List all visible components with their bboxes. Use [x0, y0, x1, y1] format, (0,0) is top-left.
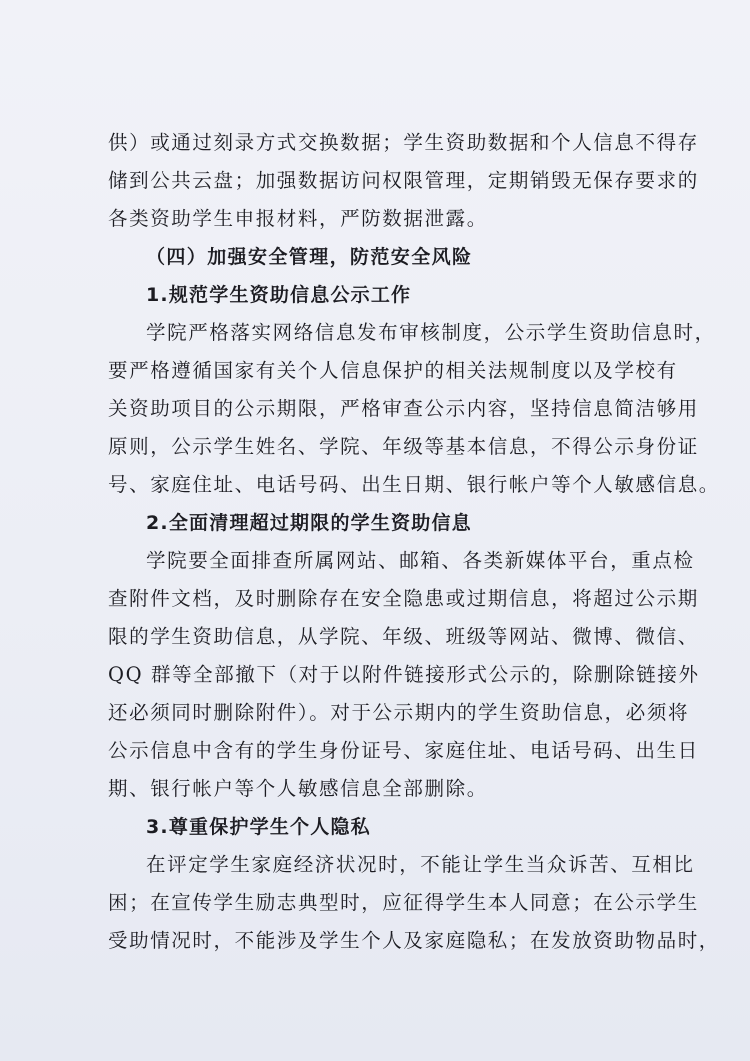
paragraph-line: 还必须同时删除附件）。对于公示期内的学生资助信息，必须将: [108, 701, 690, 724]
paragraph-line: 关资助项目的公示期限，严格审查公示内容，坚持信息简洁够用: [108, 397, 699, 420]
paragraph-line: QQ 群等全部撤下（对于以附件链接形式公示的，除删除链接外: [108, 663, 700, 686]
subsection-heading-1: 1.规范学生资助信息公示工作: [146, 284, 412, 306]
paragraph-line: 期、银行帐户等个人敏感信息全部删除。: [108, 777, 488, 800]
paragraph-line: 学院要全面排查所属网站、邮箱、各类新媒体平台，重点检: [146, 549, 695, 572]
subsection-heading-3: 3.尊重保护学生个人隐私: [146, 816, 371, 838]
paragraph-line: 困；在宣传学生励志典型时，应征得学生本人同意；在公示学生: [108, 891, 699, 914]
paragraph-line: 公示信息中含有的学生身份证号、家庭住址、电话号码、出生日: [108, 739, 699, 762]
paragraph-line: 查附件文档，及时删除存在安全隐患或过期信息，将超过公示期: [108, 587, 699, 610]
paragraph-line: 各类资助学生申报材料，严防数据泄露。: [108, 207, 488, 230]
paragraph-line: 原则，公示学生姓名、学院、年级等基本信息，不得公示身份证: [108, 435, 699, 458]
paragraph-line: 受助情况时，不能涉及学生个人及家庭隐私；在发放资助物品时，: [108, 929, 720, 952]
section-heading: （四）加强安全管理，防范安全风险: [146, 246, 473, 268]
paragraph-line: 限的学生资助信息，从学院、年级、班级等网站、微博、微信、: [108, 625, 699, 648]
paragraph-line: 储到公共云盘；加强数据访问权限管理，定期销毁无保存要求的: [108, 169, 699, 192]
subsection-heading-2: 2.全面清理超过期限的学生资助信息: [146, 512, 472, 534]
paragraph-line: 学院严格落实网络信息发布审核制度，公示学生资助信息时，: [146, 321, 716, 344]
paragraph-line: 供）或通过刻录方式交换数据；学生资助数据和个人信息不得存: [108, 131, 699, 154]
paragraph-line: 号、家庭住址、电话号码、出生日期、银行帐户等个人敏感信息。: [108, 473, 720, 496]
paragraph-line: 在评定学生家庭经济状况时，不能让学生当众诉苦、互相比: [146, 853, 695, 876]
paragraph-line: 要严格遵循国家有关个人信息保护的相关法规制度以及学校有: [108, 359, 678, 382]
